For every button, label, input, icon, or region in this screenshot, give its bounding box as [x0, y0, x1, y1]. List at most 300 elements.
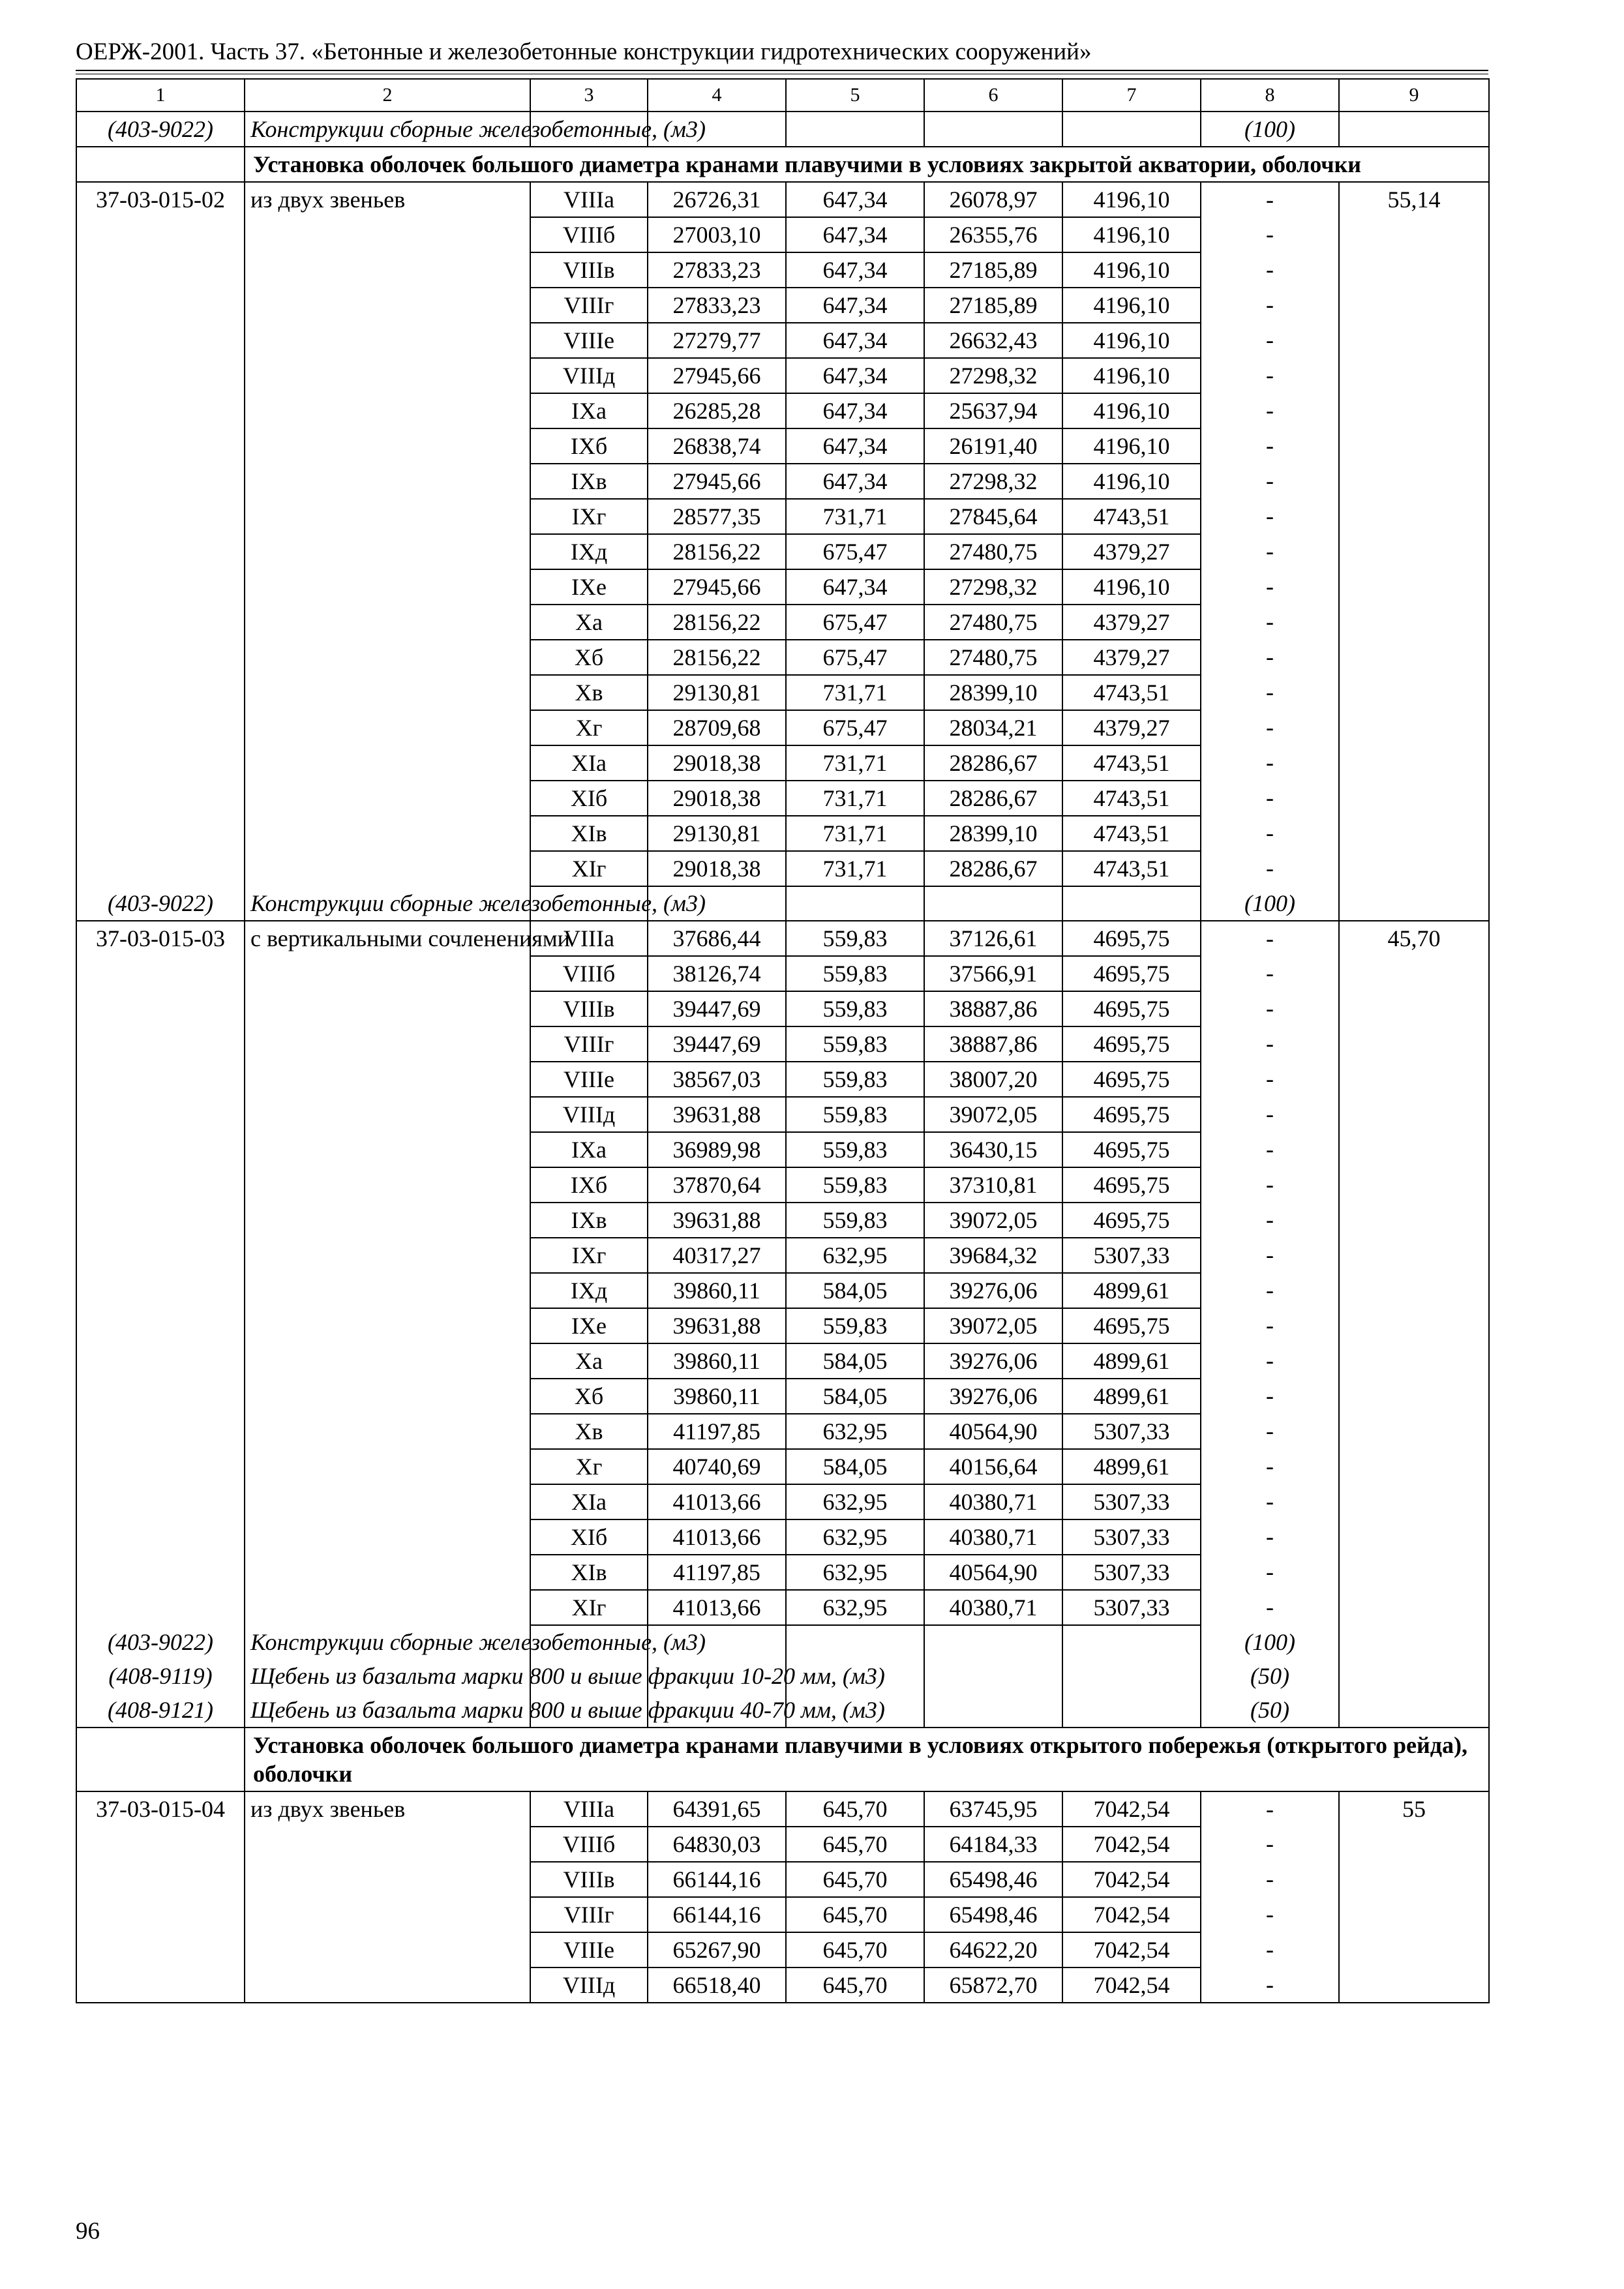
rate-name [245, 358, 530, 393]
labor-cost: 675,47 [786, 534, 924, 569]
machine-labor-cost: 4899,61 [1062, 1343, 1201, 1379]
machine-cost: 37310,81 [924, 1167, 1062, 1203]
machine-cost: 40380,71 [924, 1484, 1062, 1519]
machine-labor-cost: 5307,33 [1062, 1590, 1201, 1625]
materials-cost: - [1201, 1932, 1339, 1967]
labor-hours [1339, 640, 1489, 675]
materials-cost: - [1201, 1414, 1339, 1449]
page-number: 96 [76, 2218, 100, 2245]
machine-cost: 37566,91 [924, 956, 1062, 991]
materials-cost: - [1201, 1484, 1339, 1519]
direct-cost: 66518,40 [648, 1967, 786, 2003]
labor-cost: 675,47 [786, 605, 924, 640]
rate-code [76, 1484, 245, 1519]
labor-hours [1339, 781, 1489, 816]
rate-code [76, 534, 245, 569]
rate-name [245, 675, 530, 710]
rate-code [76, 991, 245, 1026]
labor-hours [1339, 1414, 1489, 1449]
machine-cost: 27185,89 [924, 252, 1062, 288]
direct-cost: 27945,66 [648, 358, 786, 393]
rate-name [245, 569, 530, 605]
labor-hours [1339, 534, 1489, 569]
machine-labor-cost: 4695,75 [1062, 1062, 1201, 1097]
labor-hours [1339, 464, 1489, 499]
machine-cost: 27298,32 [924, 358, 1062, 393]
territory-zone: XIв [530, 816, 648, 851]
machine-labor-cost: 7042,54 [1062, 1897, 1201, 1932]
labor-cost: 559,83 [786, 1203, 924, 1238]
territory-zone: Xа [530, 1343, 648, 1379]
materials-cost: - [1201, 1167, 1339, 1203]
rate-name [245, 1203, 530, 1238]
machine-labor-cost: 4379,27 [1062, 534, 1201, 569]
rate-row [76, 991, 1489, 1026]
labor-hours [1339, 1932, 1489, 1967]
territory-zone: VIIIе [530, 1062, 648, 1097]
rate-row [76, 675, 1489, 710]
territory-zone: XIб [530, 781, 648, 816]
materials-cost: - [1201, 605, 1339, 640]
labor-hours: 45,70 [1339, 921, 1489, 956]
territory-zone: Xб [530, 1379, 648, 1414]
materials-cost: - [1201, 358, 1339, 393]
rate-name [245, 1590, 530, 1625]
direct-cost: 41013,66 [648, 1590, 786, 1625]
territory-zone: XIа [530, 1484, 648, 1519]
machine-cost: 28399,10 [924, 675, 1062, 710]
column-number: 1 [76, 79, 245, 112]
direct-cost: 65267,90 [648, 1932, 786, 1967]
machine-labor-cost: 4743,51 [1062, 675, 1201, 710]
rate-code [76, 1897, 245, 1932]
section-title: Установка оболочек большого диаметра кранами плавучими в условиях открытого побережья (открытого рейда), оболочки [245, 1728, 1489, 1791]
rate-row [76, 1484, 1489, 1519]
machine-cost: 27480,75 [924, 640, 1062, 675]
rate-code [76, 1449, 245, 1484]
materials-cost: - [1201, 534, 1339, 569]
direct-cost: 66144,16 [648, 1862, 786, 1897]
rate-row [76, 288, 1489, 323]
resource-row [76, 1625, 1489, 1659]
territory-zone: XIг [530, 851, 648, 886]
materials-cost: - [1201, 1379, 1339, 1414]
labor-cost: 645,70 [786, 1932, 924, 1967]
rate-row [76, 1238, 1489, 1273]
territory-zone: IXе [530, 569, 648, 605]
labor-hours [1339, 1827, 1489, 1862]
labor-hours [1339, 1897, 1489, 1932]
territory-zone: IXб [530, 428, 648, 464]
direct-cost: 64830,03 [648, 1827, 786, 1862]
rate-row [76, 569, 1489, 605]
labor-hours [1339, 1026, 1489, 1062]
materials-cost: - [1201, 921, 1339, 956]
rate-row [76, 745, 1489, 781]
rate-name [245, 464, 530, 499]
territory-zone: Xг [530, 710, 648, 745]
resource-qty: (50) [1201, 1693, 1339, 1728]
labor-hours [1339, 991, 1489, 1026]
machine-cost: 39276,06 [924, 1343, 1062, 1379]
machine-labor-cost: 4695,75 [1062, 991, 1201, 1026]
direct-cost: 26285,28 [648, 393, 786, 428]
column-number: 6 [924, 79, 1062, 112]
resource-name: Конструкции сборные железобетонные, (м3) [245, 886, 530, 921]
territory-zone: VIIIб [530, 1827, 648, 1862]
resource-name: Щебень из базальта марки 800 и выше фракции 10-20 мм, (м3) [245, 1659, 530, 1693]
machine-labor-cost: 4899,61 [1062, 1273, 1201, 1308]
labor-cost: 584,05 [786, 1343, 924, 1379]
rate-name [245, 1414, 530, 1449]
territory-zone: VIIIб [530, 217, 648, 252]
labor-cost: 675,47 [786, 710, 924, 745]
machine-labor-cost: 4743,51 [1062, 851, 1201, 886]
direct-cost: 37870,64 [648, 1167, 786, 1203]
machine-labor-cost: 4695,75 [1062, 1132, 1201, 1167]
machine-cost: 28399,10 [924, 816, 1062, 851]
labor-cost: 645,70 [786, 1862, 924, 1897]
rate-row [76, 182, 1489, 217]
rate-code [76, 1238, 245, 1273]
rate-row [76, 1308, 1489, 1343]
labor-hours [1339, 745, 1489, 781]
labor-hours [1339, 288, 1489, 323]
machine-labor-cost: 4196,10 [1062, 323, 1201, 358]
materials-cost: - [1201, 1097, 1339, 1132]
materials-cost: - [1201, 956, 1339, 991]
direct-cost: 28156,22 [648, 534, 786, 569]
machine-cost: 40380,71 [924, 1590, 1062, 1625]
direct-cost: 39447,69 [648, 1026, 786, 1062]
labor-hours [1339, 816, 1489, 851]
materials-cost: - [1201, 1519, 1339, 1555]
rate-name [245, 1967, 530, 2003]
resource-row [76, 112, 1489, 147]
labor-cost: 559,83 [786, 1026, 924, 1062]
labor-hours [1339, 1484, 1489, 1519]
direct-cost: 29018,38 [648, 745, 786, 781]
rate-code [76, 851, 245, 886]
machine-cost: 27480,75 [924, 534, 1062, 569]
column-number: 8 [1201, 79, 1339, 112]
territory-zone: VIIIв [530, 252, 648, 288]
machine-cost: 37126,61 [924, 921, 1062, 956]
materials-cost: - [1201, 1967, 1339, 2003]
territory-zone: IXб [530, 1167, 648, 1203]
direct-cost: 26726,31 [648, 182, 786, 217]
rate-name [245, 1555, 530, 1590]
rate-row [76, 781, 1489, 816]
labor-hours [1339, 1167, 1489, 1203]
labor-hours: 55,14 [1339, 182, 1489, 217]
direct-cost: 27003,10 [648, 217, 786, 252]
territory-zone: IXг [530, 499, 648, 534]
materials-cost: - [1201, 1555, 1339, 1590]
rate-name [245, 1484, 530, 1519]
territory-zone: VIIIе [530, 323, 648, 358]
labor-hours [1339, 323, 1489, 358]
direct-cost: 41013,66 [648, 1519, 786, 1555]
machine-labor-cost: 4379,27 [1062, 605, 1201, 640]
rate-code [76, 710, 245, 745]
territory-zone: XIг [530, 1590, 648, 1625]
machine-labor-cost: 7042,54 [1062, 1932, 1201, 1967]
labor-hours [1339, 1379, 1489, 1414]
rate-row [76, 1449, 1489, 1484]
rate-name [245, 1062, 530, 1097]
resource-row [76, 886, 1489, 921]
direct-cost: 41197,85 [648, 1555, 786, 1590]
territory-zone: IXа [530, 1132, 648, 1167]
territory-zone: VIIIг [530, 1026, 648, 1062]
section-title-row [76, 147, 1489, 182]
territory-zone: IXа [530, 393, 648, 428]
materials-cost: - [1201, 288, 1339, 323]
labor-cost: 647,34 [786, 393, 924, 428]
machine-labor-cost: 4196,10 [1062, 428, 1201, 464]
labor-hours [1339, 851, 1489, 886]
materials-cost: - [1201, 569, 1339, 605]
rate-name [245, 323, 530, 358]
resource-qty: (100) [1201, 112, 1339, 147]
labor-cost: 731,71 [786, 499, 924, 534]
column-number-row [76, 79, 1489, 112]
materials-cost: - [1201, 499, 1339, 534]
materials-cost: - [1201, 816, 1339, 851]
machine-labor-cost: 4196,10 [1062, 217, 1201, 252]
labor-cost: 584,05 [786, 1449, 924, 1484]
territory-zone: IXг [530, 1238, 648, 1273]
labor-cost: 645,70 [786, 1791, 924, 1827]
direct-cost: 27833,23 [648, 288, 786, 323]
rate-row [76, 851, 1489, 886]
labor-cost: 647,34 [786, 464, 924, 499]
machine-cost: 65872,70 [924, 1967, 1062, 2003]
machine-cost: 38887,86 [924, 991, 1062, 1026]
rate-code [76, 1273, 245, 1308]
territory-zone: VIIIб [530, 956, 648, 991]
rate-name [245, 1026, 530, 1062]
rate-row [76, 1273, 1489, 1308]
machine-cost: 40156,64 [924, 1449, 1062, 1484]
materials-cost: - [1201, 675, 1339, 710]
materials-cost: - [1201, 640, 1339, 675]
machine-labor-cost: 4196,10 [1062, 393, 1201, 428]
rate-name [245, 1167, 530, 1203]
direct-cost: 40740,69 [648, 1449, 786, 1484]
labor-cost: 731,71 [786, 675, 924, 710]
direct-cost: 28156,22 [648, 640, 786, 675]
section-title: Установка оболочек большого диаметра кранами плавучими в условиях закрытой акватории, оболочки [245, 147, 1489, 182]
machine-labor-cost: 5307,33 [1062, 1238, 1201, 1273]
rate-name [245, 1273, 530, 1308]
rate-code [76, 1308, 245, 1343]
machine-cost: 64184,33 [924, 1827, 1062, 1862]
machine-labor-cost: 4196,10 [1062, 182, 1201, 217]
direct-cost: 28156,22 [648, 605, 786, 640]
rate-code [76, 956, 245, 991]
direct-cost: 28577,35 [648, 499, 786, 534]
rate-name [245, 1897, 530, 1932]
rate-name [245, 428, 530, 464]
rate-name: из двух звеньев [245, 1791, 530, 1827]
resource-code: (408-9119) [76, 1659, 245, 1693]
rate-row [76, 1862, 1489, 1897]
machine-labor-cost: 4743,51 [1062, 816, 1201, 851]
rate-code [76, 1343, 245, 1379]
rate-row [76, 1097, 1489, 1132]
rate-code [76, 1026, 245, 1062]
rate-row [76, 217, 1489, 252]
rate-row [76, 1343, 1489, 1379]
machine-cost: 28286,67 [924, 781, 1062, 816]
rate-row [76, 1062, 1489, 1097]
rate-name [245, 640, 530, 675]
rate-code [76, 1414, 245, 1449]
machine-cost: 39072,05 [924, 1203, 1062, 1238]
labor-cost: 584,05 [786, 1379, 924, 1414]
territory-zone: IXд [530, 534, 648, 569]
rate-name [245, 1343, 530, 1379]
materials-cost: - [1201, 991, 1339, 1026]
direct-cost: 39631,88 [648, 1097, 786, 1132]
labor-cost: 632,95 [786, 1484, 924, 1519]
rate-name [245, 1097, 530, 1132]
rate-name [245, 393, 530, 428]
labor-hours [1339, 252, 1489, 288]
territory-zone: XIб [530, 1519, 648, 1555]
machine-cost: 63745,95 [924, 1791, 1062, 1827]
machine-cost: 64622,20 [924, 1932, 1062, 1967]
rate-name [245, 781, 530, 816]
machine-labor-cost: 5307,33 [1062, 1555, 1201, 1590]
materials-cost: - [1201, 217, 1339, 252]
materials-cost: - [1201, 1791, 1339, 1827]
rate-row [76, 464, 1489, 499]
machine-labor-cost: 4743,51 [1062, 781, 1201, 816]
rate-code [76, 1932, 245, 1967]
rate-row [76, 816, 1489, 851]
rate-name [245, 851, 530, 886]
resource-code: (403-9022) [76, 886, 245, 921]
rate-row [76, 393, 1489, 428]
machine-cost: 26191,40 [924, 428, 1062, 464]
materials-cost: - [1201, 393, 1339, 428]
rate-row [76, 1414, 1489, 1449]
direct-cost: 39860,11 [648, 1343, 786, 1379]
rate-row [76, 534, 1489, 569]
direct-cost: 39631,88 [648, 1203, 786, 1238]
labor-hours [1339, 1343, 1489, 1379]
labor-cost: 647,34 [786, 252, 924, 288]
direct-cost: 38567,03 [648, 1062, 786, 1097]
materials-cost: - [1201, 745, 1339, 781]
labor-cost: 559,83 [786, 1167, 924, 1203]
direct-cost: 39860,11 [648, 1379, 786, 1414]
labor-hours [1339, 956, 1489, 991]
labor-cost: 647,34 [786, 358, 924, 393]
territory-zone: Xв [530, 1414, 648, 1449]
section-title-row [76, 1728, 1489, 1791]
machine-cost: 26078,97 [924, 182, 1062, 217]
machine-labor-cost: 4695,75 [1062, 1097, 1201, 1132]
rate-code [76, 288, 245, 323]
labor-cost: 647,34 [786, 288, 924, 323]
rate-row [76, 1967, 1489, 2003]
territory-zone: VIIIа [530, 1791, 648, 1827]
materials-cost: - [1201, 1862, 1339, 1897]
direct-cost: 27279,77 [648, 323, 786, 358]
machine-labor-cost: 4695,75 [1062, 1203, 1201, 1238]
territory-zone: Xб [530, 640, 648, 675]
machine-cost: 38007,20 [924, 1062, 1062, 1097]
rate-row [76, 1519, 1489, 1555]
rate-code [76, 323, 245, 358]
labor-cost: 645,70 [786, 1897, 924, 1932]
rate-code [76, 1132, 245, 1167]
labor-hours [1339, 675, 1489, 710]
rate-code [76, 217, 245, 252]
machine-labor-cost: 7042,54 [1062, 1967, 1201, 2003]
materials-cost: - [1201, 1827, 1339, 1862]
machine-cost: 27298,32 [924, 569, 1062, 605]
direct-cost: 40317,27 [648, 1238, 786, 1273]
rate-code [76, 393, 245, 428]
territory-zone: VIIIа [530, 921, 648, 956]
resource-name: Щебень из базальта марки 800 и выше фракции 40-70 мм, (м3) [245, 1693, 530, 1728]
machine-labor-cost: 4379,27 [1062, 640, 1201, 675]
rate-name [245, 1132, 530, 1167]
direct-cost: 27945,66 [648, 569, 786, 605]
rate-name [245, 605, 530, 640]
direct-cost: 27833,23 [648, 252, 786, 288]
rate-name [245, 1827, 530, 1862]
labor-cost: 632,95 [786, 1555, 924, 1590]
territory-zone: VIIIг [530, 1897, 648, 1932]
materials-cost: - [1201, 1238, 1339, 1273]
rate-name [245, 1308, 530, 1343]
labor-hours [1339, 1308, 1489, 1343]
resource-qty: (50) [1201, 1659, 1339, 1693]
labor-hours [1339, 1238, 1489, 1273]
direct-cost: 66144,16 [648, 1897, 786, 1932]
rate-name [245, 1519, 530, 1555]
materials-cost: - [1201, 428, 1339, 464]
materials-cost: - [1201, 710, 1339, 745]
rate-row [76, 1203, 1489, 1238]
machine-labor-cost: 7042,54 [1062, 1827, 1201, 1862]
territory-zone: XIв [530, 1555, 648, 1590]
machine-labor-cost: 4196,10 [1062, 464, 1201, 499]
column-number: 5 [786, 79, 924, 112]
rate-name [245, 1379, 530, 1414]
labor-cost: 559,83 [786, 991, 924, 1026]
rate-code [76, 1967, 245, 2003]
rate-code [76, 816, 245, 851]
machine-cost: 27845,64 [924, 499, 1062, 534]
materials-cost: - [1201, 1273, 1339, 1308]
materials-cost: - [1201, 1132, 1339, 1167]
labor-cost: 647,34 [786, 569, 924, 605]
labor-hours [1339, 569, 1489, 605]
rate-row [76, 1791, 1489, 1827]
machine-labor-cost: 4196,10 [1062, 252, 1201, 288]
machine-labor-cost: 5307,33 [1062, 1519, 1201, 1555]
labor-cost: 632,95 [786, 1519, 924, 1555]
rate-name [245, 499, 530, 534]
rate-row [76, 323, 1489, 358]
